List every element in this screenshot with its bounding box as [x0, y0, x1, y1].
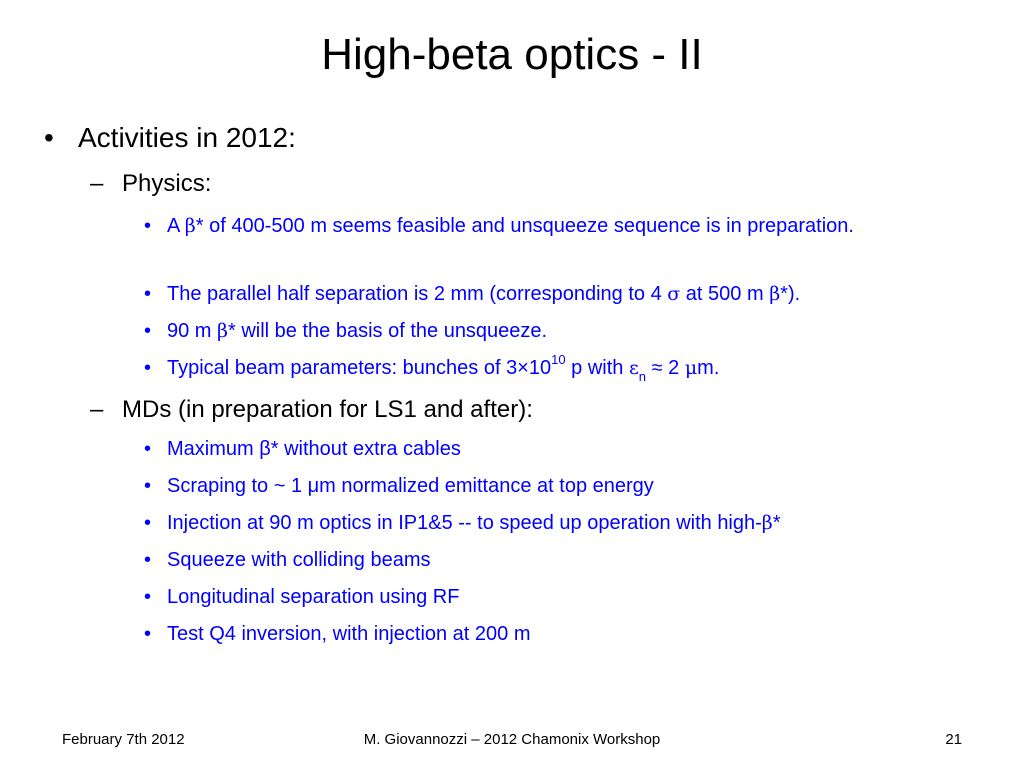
text-part: ≈ 2 [646, 357, 685, 379]
bullet-marker: • [144, 438, 152, 460]
footer-author-event: M. Giovannozzi – 2012 Chamonix Workshop [363, 731, 661, 748]
bullet-marker: • [144, 215, 152, 237]
physics-item-text [167, 279, 982, 309]
footer-page-number: 21 [945, 731, 962, 748]
physics-item-text [167, 211, 982, 241]
bullet-marker: • [144, 586, 152, 608]
md-item-text: Longitudinal separation using RF [167, 586, 460, 608]
sub-bullet-physics-label: Physics: [122, 170, 212, 197]
md-item-text: Maximum β* without extra cables [167, 438, 461, 460]
subscript: n [638, 369, 647, 384]
mu-symbol: μ [684, 357, 698, 379]
text-part: *). [780, 283, 801, 305]
bullet-marker: • [144, 283, 152, 305]
epsilon-symbol: ε [628, 357, 639, 379]
text-part: A [167, 215, 185, 237]
beta-symbol: β [217, 320, 229, 342]
beta-symbol: β [769, 283, 781, 305]
physics-item-unsqueeze-basis [144, 316, 982, 346]
text-part: p with [565, 357, 629, 379]
sigma-symbol: σ [667, 283, 681, 305]
md-item-text: Test Q4 inversion, with injection at 200 m [167, 623, 531, 645]
exponent: 10 [551, 352, 566, 368]
md-item-squeeze-colliding [144, 545, 982, 575]
bullet-activities-label: Activities in 2012: [78, 122, 296, 153]
physics-item-text [167, 353, 982, 383]
md-item-maximum-beta [144, 434, 982, 464]
bullet-marker: • [44, 122, 54, 153]
md-item-text [167, 508, 982, 538]
bullet-marker: • [144, 357, 152, 379]
text-part: Injection at 90 m optics in IP1&5 -- to speed up operation with high- [167, 512, 762, 534]
physics-item-text [167, 316, 982, 346]
beta-symbol: β [184, 215, 196, 237]
slide-title: High-beta optics - II [321, 30, 703, 79]
text-part: * will be the basis of the unsqueeze. [228, 320, 548, 342]
text-part: Typical beam parameters: bunches of 3×10 [167, 357, 552, 379]
md-item-q4-inversion [144, 619, 982, 649]
md-item-longitudinal-separation [144, 582, 982, 612]
md-item-text: Squeeze with colliding beams [167, 549, 431, 571]
md-item-scraping [144, 471, 982, 501]
text-part: 90 m [167, 320, 218, 342]
footer-date: February 7th 2012 [62, 731, 185, 748]
sub-bullet-mds-label: MDs (in preparation for LS1 and after): [122, 396, 533, 423]
dash-marker: – [90, 396, 104, 423]
text-part: The parallel half separation is 2 mm (corresponding to 4 [167, 283, 668, 305]
bullet-marker: • [144, 475, 152, 497]
text-part: * of 400-500 m seems feasible and unsqueeze sequence is in preparation. [195, 215, 854, 237]
beta-symbol: β [761, 512, 773, 534]
text-part: m. [697, 357, 720, 379]
text-part: at 500 m [680, 283, 770, 305]
bullet-marker: • [144, 623, 152, 645]
md-item-injection-90m [144, 508, 982, 538]
text-part: * [772, 512, 781, 534]
dash-marker: – [90, 170, 104, 197]
physics-item-beam-parameters [144, 353, 982, 383]
physics-item-half-separation [144, 279, 982, 309]
bullet-marker: • [144, 512, 152, 534]
physics-item-beta-range [144, 211, 982, 241]
bullet-marker: • [144, 320, 152, 342]
bullet-marker: • [144, 549, 152, 571]
md-item-text: Scraping to ~ 1 μm normalized emittance at top energy [167, 475, 654, 497]
